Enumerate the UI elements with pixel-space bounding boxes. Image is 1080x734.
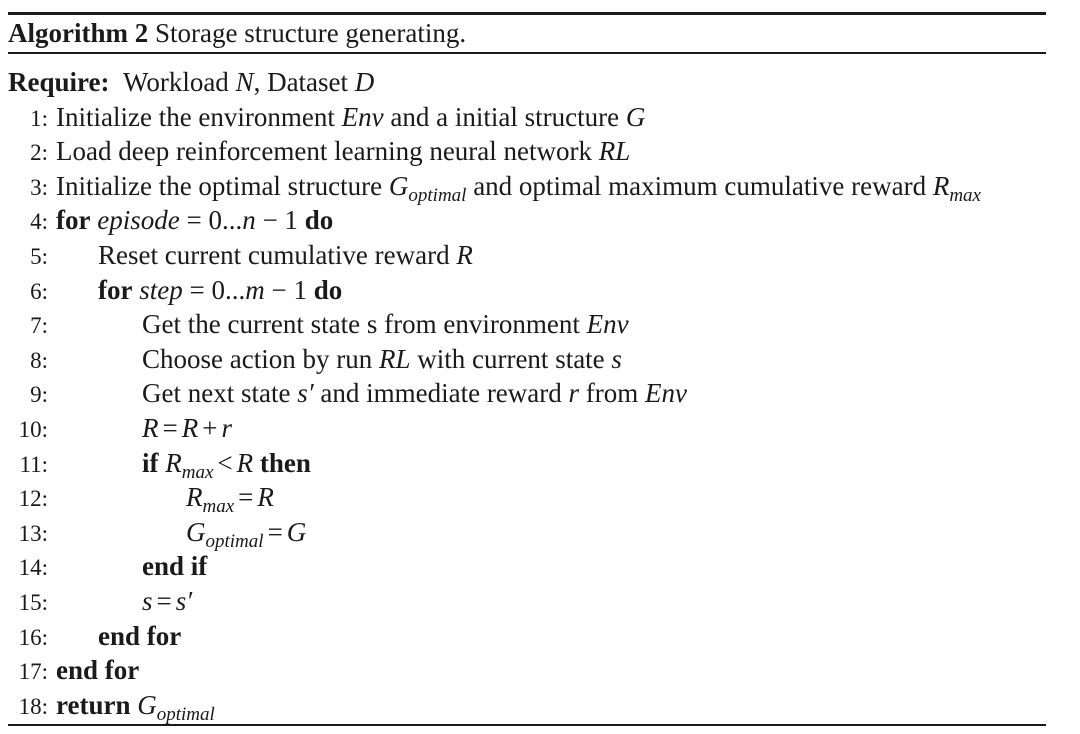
math-var: Env <box>586 309 629 340</box>
math-var: s <box>611 343 622 374</box>
math-op: = <box>238 482 254 513</box>
math-subscript: max <box>181 461 214 483</box>
math-subscript: max <box>202 496 235 518</box>
math-var: R <box>257 482 274 513</box>
math-var: R <box>142 412 159 443</box>
line-text: and a initial structure <box>390 101 620 132</box>
math-var: Env <box>341 101 384 132</box>
line-number: 17: <box>18 659 48 685</box>
line-text: Get next state <box>142 378 291 409</box>
keyword-for: for <box>56 205 91 236</box>
math-var: s′ <box>175 585 193 616</box>
algorithm-line-9 <box>8 376 1046 411</box>
math-var: R <box>165 447 182 478</box>
line-number: 2: <box>30 140 48 166</box>
algorithm-block <box>8 12 1046 726</box>
line-text: Load deep reinforcement learning neural network <box>56 136 593 167</box>
math-var: r <box>568 378 580 409</box>
algorithm-line-11 <box>8 446 1046 481</box>
math-var: episode <box>97 205 180 236</box>
math-var: RL <box>378 343 411 374</box>
algorithm-line-16 <box>8 619 1046 654</box>
math-var: R <box>236 447 254 478</box>
algorithm-line-5 <box>8 238 1046 273</box>
line-number: 13: <box>18 520 48 546</box>
algorithm-line-7 <box>8 307 1046 342</box>
require-keyword: Require: <box>8 67 110 97</box>
line-number: 9: <box>30 382 48 408</box>
math-var: n <box>242 205 256 236</box>
math-subscript: optimal <box>205 530 264 552</box>
math-op: + <box>202 412 218 443</box>
caption-title: Storage structure generating. <box>154 18 467 48</box>
math-var: R <box>932 170 950 201</box>
require-text: Workload <box>123 67 229 97</box>
keyword-end-for: end for <box>98 620 182 651</box>
keyword-then: then <box>259 447 311 478</box>
math-op: − 1 <box>271 274 307 305</box>
math-var: G <box>137 689 157 720</box>
line-text: with current state <box>417 343 605 374</box>
algorithm-line-10 <box>8 411 1046 446</box>
line-number: 5: <box>30 243 48 269</box>
require-line <box>8 65 1046 100</box>
math-var: R <box>181 412 199 443</box>
math-subscript: optimal <box>408 184 467 206</box>
math-var: G <box>625 101 646 132</box>
keyword-do: do <box>313 274 343 305</box>
algorithm-line-8 <box>8 342 1046 377</box>
math-var: m <box>245 274 265 305</box>
math-op: = <box>267 516 283 547</box>
line-number: 12: <box>18 486 48 512</box>
line-number: 16: <box>18 624 48 650</box>
algorithm-caption <box>8 15 1046 52</box>
algorithm-line-1 <box>8 100 1046 135</box>
keyword-for: for <box>98 274 133 305</box>
math-var: R <box>186 482 203 513</box>
keyword-do: do <box>304 205 334 236</box>
line-text: from <box>585 378 639 409</box>
algorithm-line-4 <box>8 203 1046 238</box>
math-op: = 0... <box>186 205 243 236</box>
algorithm-line-12 <box>8 480 1046 518</box>
math-subscript: max <box>949 184 981 206</box>
math-op: − 1 <box>262 205 298 236</box>
line-text: Get the current state s from environment <box>142 309 580 340</box>
line-number: 8: <box>30 347 48 373</box>
line-number: 6: <box>30 278 48 304</box>
line-text: Choose action by run <box>142 343 373 374</box>
algorithm-line-17 <box>8 653 1046 688</box>
math-subscript: optimal <box>156 703 215 725</box>
line-text: Initialize the environment <box>56 101 335 132</box>
line-text: Reset current cumulative reward <box>98 239 450 270</box>
keyword-end-if: end if <box>142 551 208 582</box>
line-number: 15: <box>18 589 48 615</box>
caption-label: Algorithm 2 <box>8 18 149 48</box>
algorithm-line-14 <box>8 549 1046 584</box>
math-var: G <box>388 170 409 201</box>
line-text: and immediate reward <box>320 378 562 409</box>
require-var: N <box>235 67 254 97</box>
line-number: 11: <box>19 451 48 477</box>
line-text: and optimal maximum cumulative reward <box>473 170 927 201</box>
math-var: Env <box>645 378 688 409</box>
algorithm-line-2 <box>8 134 1046 169</box>
keyword-return: return <box>56 689 131 720</box>
algorithm-line-3 <box>8 169 1046 204</box>
line-number: 3: <box>30 174 48 200</box>
math-op: < <box>217 447 233 478</box>
algorithm-line-15 <box>8 584 1046 619</box>
line-number: 1: <box>30 105 48 131</box>
line-number: 7: <box>30 313 48 339</box>
line-number: 18: <box>18 693 48 719</box>
math-var: s <box>142 585 153 616</box>
math-var: step <box>139 274 183 305</box>
keyword-if: if <box>142 447 159 478</box>
math-var: R <box>456 239 473 270</box>
math-op: = 0... <box>189 274 246 305</box>
math-var: s′ <box>297 378 314 409</box>
algorithm-line-18 <box>8 688 1046 723</box>
require-text: , Dataset <box>253 67 349 97</box>
line-number: 10: <box>18 416 48 442</box>
math-var: G <box>286 516 307 547</box>
algorithm-line-6 <box>8 273 1046 308</box>
math-var: r <box>221 412 232 443</box>
math-op: = <box>162 412 178 443</box>
algorithm-line-13 <box>8 515 1046 550</box>
math-var: G <box>186 516 206 547</box>
line-number: 4: <box>30 209 48 235</box>
keyword-end-for: end for <box>56 655 140 686</box>
math-op: = <box>156 585 172 616</box>
math-var: RL <box>598 136 631 167</box>
algorithm-body <box>8 54 1046 725</box>
line-number: 14: <box>18 555 48 581</box>
line-text: Initialize the optimal structure <box>56 170 383 201</box>
require-var: D <box>354 67 375 97</box>
